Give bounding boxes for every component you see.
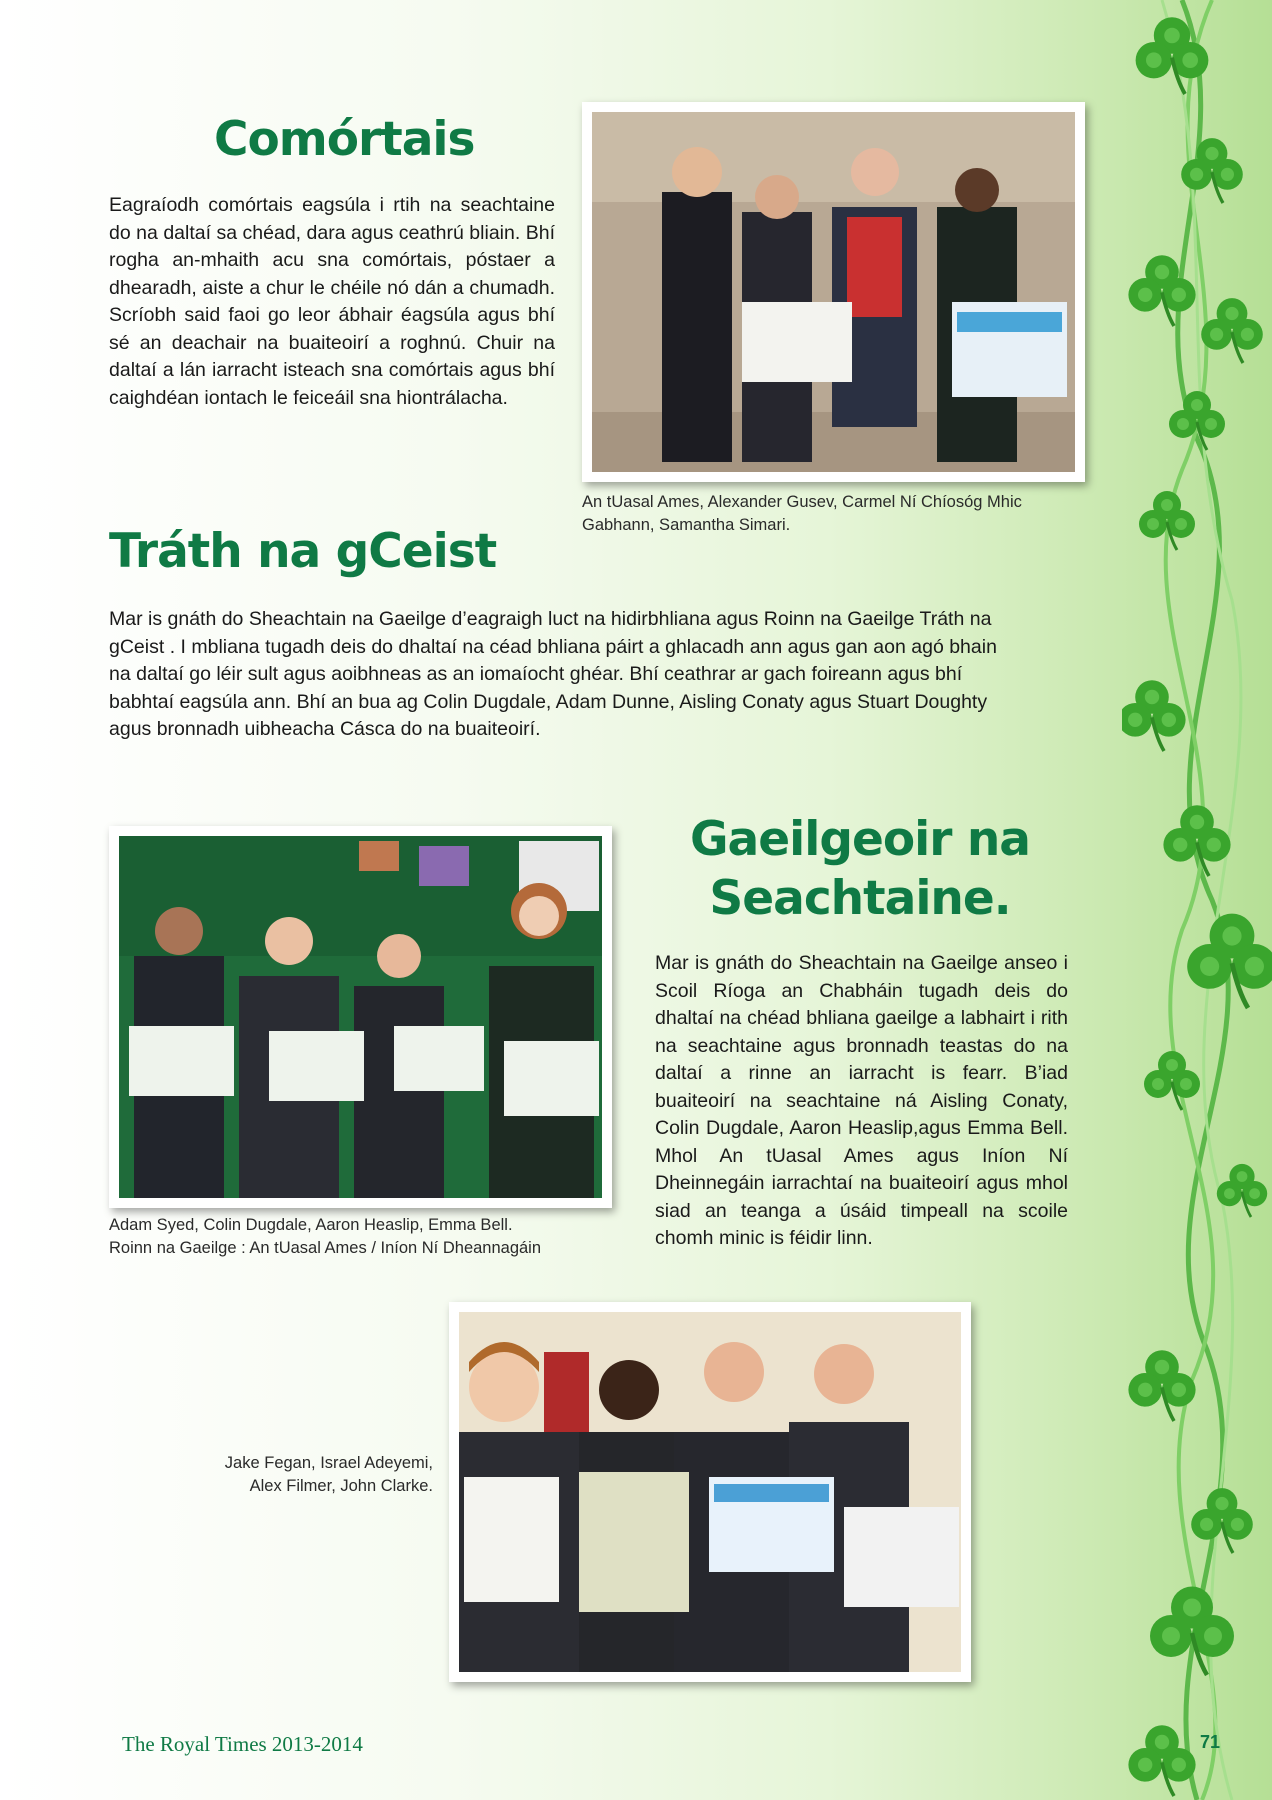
gaeilgeoir-body: Mar is gnáth do Sheachtain na Gaeilge anseo i Scoil Ríoga an Chabháin tugadh deis do dhaltaí na chéad bhliana gaeilge a labhairt i rith na seachtaine agus bronnadh teastas do na daltaí a rinne an iarracht is fearr. B’iad buaiteoirí na seachtaine ná Aisling Conaty, Colin Dugdale, Aaron Heaslip,agus Emma Bell. Mhol An tUasal Ames agus Iníon Ní Dheinnegáin iarrachtaí na buaiteoirí agus mhol siad an teanga a úsáid timpeall na scoile chomh minic is féidir linn. [655, 952, 1068, 1249]
gaeilgeoir-heading-line2: Seachtaine. [709, 871, 1011, 926]
photo-gaeilgeoir-winners [109, 826, 612, 1208]
photo2-caption-line1: Adam Syed, Colin Dugdale, Aaron Heaslip, Emma Bell. [109, 1216, 513, 1234]
shamrock-vine-decoration [1122, 0, 1272, 1800]
photo2-caption-line2: Roinn na Gaeilge : An tUasal Ames / Iníon Ní Dheannagáin [109, 1239, 542, 1257]
trath-body: Mar is gnáth do Sheachtain na Gaeilge d’eagraigh luct na hidirbhliana agus Roinn na Gaeilge Tráth na gCeist . I mbliana tugadh deis do dhaltaí na céad bhliana páirt a ghlacadh ann agus gan aon agó bhain na daltaí go léir sult agus aoibhneas as an iomaíocht ghéar. Bhí ceathrar ar gach foireann agus bhí babhtaí eagsúla ann. Bhí an bua ag Colin Dugdale, Adam Dunne, Aisling Conaty agus Stuart Doughty agus bronnadh uibheacha Cásca do na buaiteoirí. [109, 608, 997, 740]
gaeilgeoir-heading-line1: Gaeilgeoir na [689, 812, 1031, 867]
footer-publication-title: The Royal Times 2013-2014 [122, 1732, 363, 1756]
trath-heading: Tráth na gCeist [109, 524, 497, 579]
photo3-caption-line2: Alex Filmer, John Clarke. [249, 1477, 433, 1495]
page-number: 71 [1200, 1732, 1221, 1752]
photo-poster-competition [449, 1302, 971, 1682]
photo-competition-winners [582, 102, 1085, 482]
comortais-body: Eagraíodh comórtais eagsúla i rtih na seachtaine do na daltaí sa chéad, dara agus ceathrú bliain. Bhí rogha an-mhaith acu sna comórtais, póstaer a dhearadh, aiste a chur le chéile nó dán a chumadh. Scríobh said faoi go leor ábhair éagsúla agus bhí sé an deachair na buaiteoirí a roghnú. Chuir na daltaí a lán iarracht isteach sna comórtais agus bhí caighdéan iontach le feiceáil sna hiontrálacha. [109, 194, 555, 409]
photo1-caption-line2: Gabhann, Samantha Simari. [582, 516, 791, 534]
comortais-heading: Comórtais [214, 112, 475, 167]
photo1-caption-line1: An tUasal Ames, Alexander Gusev, Carmel Ní Chíosóg Mhic [582, 493, 1022, 511]
photo3-caption-line1: Jake Fegan, Israel Adeyemi, [224, 1454, 433, 1472]
